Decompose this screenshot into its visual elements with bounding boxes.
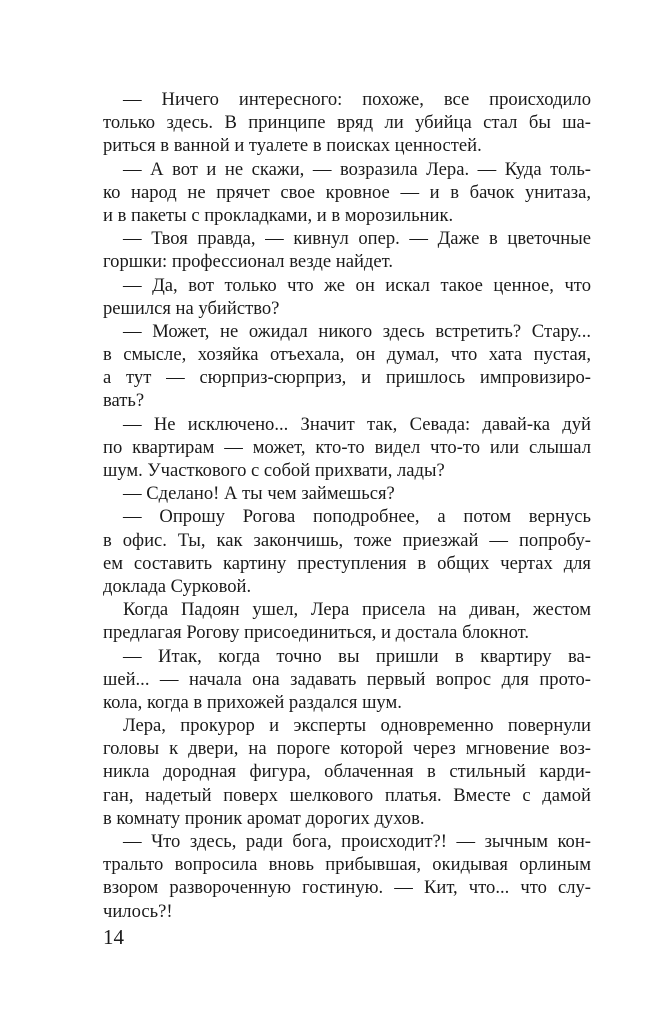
text-line: предлагая Рогову присоединиться, и достала блокнот.: [103, 622, 530, 644]
text-line: кола, когда в прихожей раздался шум.: [103, 691, 402, 713]
page-number: 14: [103, 925, 124, 949]
text-line: доклада Сурковой.: [103, 575, 252, 597]
text-line: ган, надетый поверх шелкового платья. Вместе с дамой: [103, 784, 591, 806]
text-line: шей... — начала она задавать первый вопрос для прото-: [103, 668, 591, 690]
body-text: [103, 88, 591, 923]
text-line: в смысле, хозяйка отъехала, он думал, что хата пустая,: [103, 344, 591, 366]
text-line: — Твоя правда, — кивнул опер. — Даже в цветочные: [123, 228, 591, 250]
text-line: взором развороченную гостиную. — Кит, что... что слу-: [103, 877, 591, 899]
text-line: чилось?!: [103, 900, 173, 922]
text-line: — Не исключено... Значит так, Севада: давай-ка дуй: [123, 413, 591, 435]
text-line: и в пакеты с прокладками, и в морозильник.: [103, 204, 454, 226]
text-line: горшки: профессионал везде найдет.: [103, 251, 393, 273]
text-line: а тут — сюрприз-сюрприз, и пришлось импровизиро-: [103, 367, 591, 389]
text-line: тральто вопросила вновь прибывшая, окидывая орлиным: [103, 854, 591, 876]
text-line: — А вот и не скажи, — возразила Лера. — Куда толь-: [123, 158, 591, 180]
text-line: решился на убийство?: [103, 297, 280, 319]
text-line: никла дородная фигура, облаченная в стильный карди-: [103, 761, 591, 783]
text-line: — Да, вот только что же он искал такое ценное, что: [123, 274, 591, 296]
text-line: — Опрошу Рогова поподробнее, а потом вернусь: [123, 506, 591, 528]
text-line: — Итак, когда точно вы пришли в квартиру ва-: [123, 645, 591, 667]
text-line: Лера, прокурор и эксперты одновременно повернули: [123, 715, 591, 737]
text-line: ем составить картину преступления в общих чертах для: [103, 552, 591, 574]
text-line: — Что здесь, ради бога, происходит?! — зычным кон-: [123, 831, 591, 852]
text-line: — Ничего интересного: похоже, все происходило: [123, 89, 591, 110]
text-line: риться в ванной и туалете в поисках ценностей.: [103, 135, 482, 157]
text-line: по квартирам — может, кто-то видел что-то или слышал: [103, 436, 591, 458]
text-line: — Сделано! А ты чем займешься?: [123, 483, 395, 505]
text-line: шум. Участкового с собой прихвати, лады?: [103, 460, 445, 481]
text-line: в комнату проник аромат дорогих духов.: [103, 807, 425, 829]
text-line: вать?: [103, 390, 145, 412]
text-line: только здесь. В принципе вряд ли убийца стал бы ша-: [103, 112, 591, 134]
text-line: в офис. Ты, как закончишь, тоже приезжай — попробу-: [103, 529, 591, 551]
text-line: Когда Падоян ушел, Лера присела на диван, жестом: [123, 599, 591, 621]
text-line: ко народ не прячет свое кровное — и в бачок унитаза,: [103, 181, 591, 203]
text-line: головы к двери, на пороге которой через мгновение воз-: [103, 738, 591, 760]
text-line: — Может, не ожидал никого здесь встретить? Стару...: [123, 320, 591, 342]
